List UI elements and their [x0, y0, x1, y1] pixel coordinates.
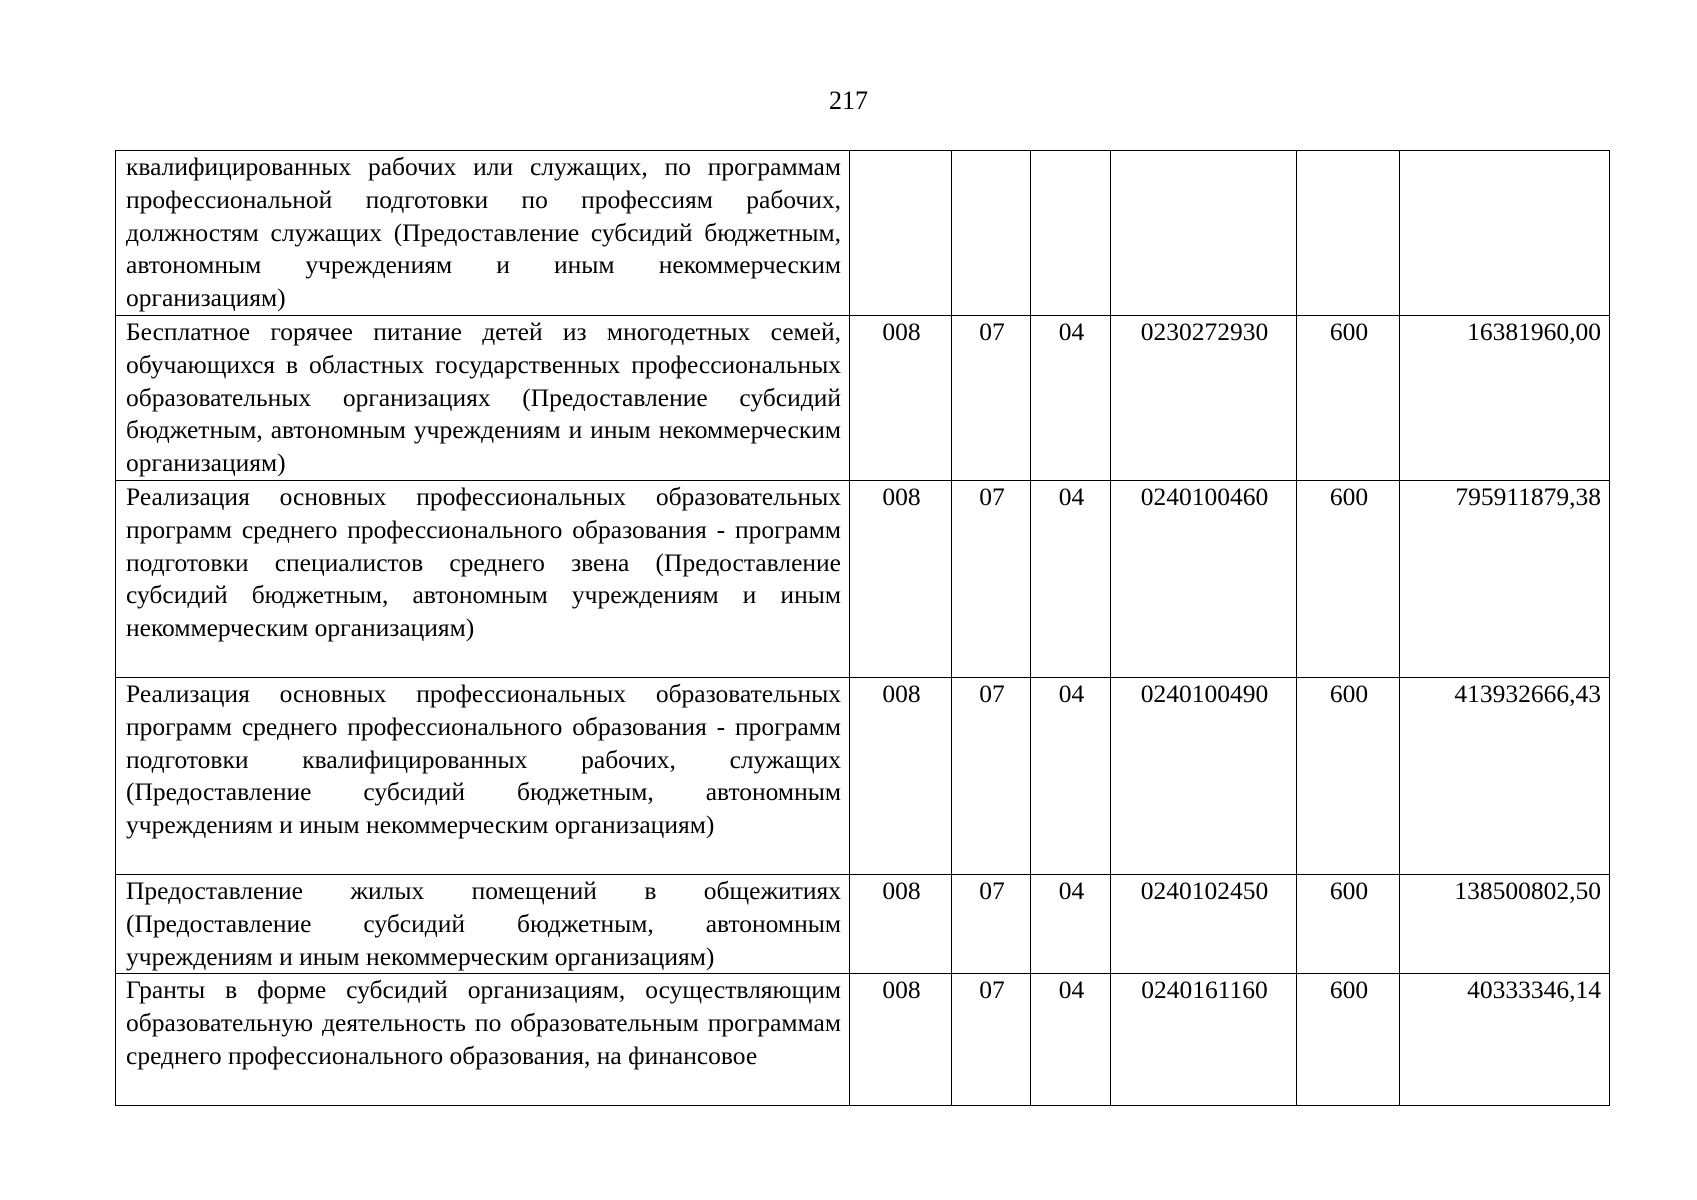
row-expense-type: 600 [1297, 481, 1400, 678]
row-target-article: 0240100460 [1111, 481, 1297, 678]
row-target-article: 0240102450 [1111, 875, 1297, 974]
budget-table [115, 150, 1610, 1106]
row-ministry-code: 008 [850, 481, 952, 678]
row-subsection-code: 04 [1031, 974, 1111, 1106]
row-section-code: 07 [952, 678, 1031, 875]
table-row [116, 481, 1610, 678]
row-section-code: 07 [952, 316, 1031, 481]
row-ministry-code: 008 [850, 875, 952, 974]
row-subsection-code: 04 [1031, 875, 1111, 974]
row-expense-type: 600 [1297, 316, 1400, 481]
row-section-code: 07 [952, 875, 1031, 974]
row-target-article: 0230272930 [1111, 316, 1297, 481]
table-row [116, 678, 1610, 875]
row-subsection-code: 04 [1031, 481, 1111, 678]
row-ministry-code: 008 [850, 316, 952, 481]
row-expense-type [1297, 151, 1400, 316]
row-amount: 413932666,43 [1400, 678, 1610, 875]
row-ministry-code [850, 151, 952, 316]
row-amount: 138500802,50 [1400, 875, 1610, 974]
row-ministry-code: 008 [850, 974, 952, 1106]
row-section-code: 07 [952, 974, 1031, 1106]
row-description: Реализация основных профессиональных образовательных программ среднего профессионального образования - программ подготовки специалистов среднего звена (Предоставление субсидий бюджетным, автономным учреждениям и иным некоммерческим организациям) [116, 481, 850, 678]
row-description: Предоставление жилых помещений в общежитиях (Предоставление субсидий бюджетным, автономным учреждениям и иным некоммерческим организациям) [116, 875, 850, 974]
table-row [116, 316, 1610, 481]
row-section-code [952, 151, 1031, 316]
row-amount: 795911879,38 [1400, 481, 1610, 678]
row-section-code: 07 [952, 481, 1031, 678]
row-expense-type: 600 [1297, 678, 1400, 875]
row-target-article: 0240100490 [1111, 678, 1297, 875]
row-description: Реализация основных профессиональных образовательных программ среднего профессионального образования - программ подготовки квалифицированных рабочих, служащих (Предоставление субсидий бюджетным, автономным учреждениям и иным некоммерческим организациям) [116, 678, 850, 875]
row-amount: 40333346,14 [1400, 974, 1610, 1106]
table-row [116, 151, 1610, 316]
row-amount [1400, 151, 1610, 316]
row-amount: 16381960,00 [1400, 316, 1610, 481]
row-expense-type: 600 [1297, 875, 1400, 974]
row-description: Бесплатное горячее питание детей из многодетных семей, обучающихся в областных государственных профессиональных образовательных организациях (Предоставление субсидий бюджетным, автономным учреждениям и иным некоммерческим организациям) [116, 316, 850, 481]
row-ministry-code: 008 [850, 678, 952, 875]
row-target-article [1111, 151, 1297, 316]
row-target-article: 0240161160 [1111, 974, 1297, 1106]
row-description: Гранты в форме субсидий организациям, осуществляющим образовательную деятельность по образовательным программам среднего профессионального образования, на финансовое [116, 974, 850, 1106]
table-row [116, 875, 1610, 974]
table-row [116, 974, 1610, 1106]
row-expense-type: 600 [1297, 974, 1400, 1106]
row-subsection-code: 04 [1031, 316, 1111, 481]
row-subsection-code: 04 [1031, 678, 1111, 875]
row-subsection-code [1031, 151, 1111, 316]
row-description: квалифицированных рабочих или служащих, по программам профессиональной подготовки по профессиям рабочих, должностям служащих (Предоставление субсидий бюджетным, автономным учреждениям и иным некоммерческим организациям) [116, 151, 850, 316]
page-number: 217 [829, 86, 868, 115]
